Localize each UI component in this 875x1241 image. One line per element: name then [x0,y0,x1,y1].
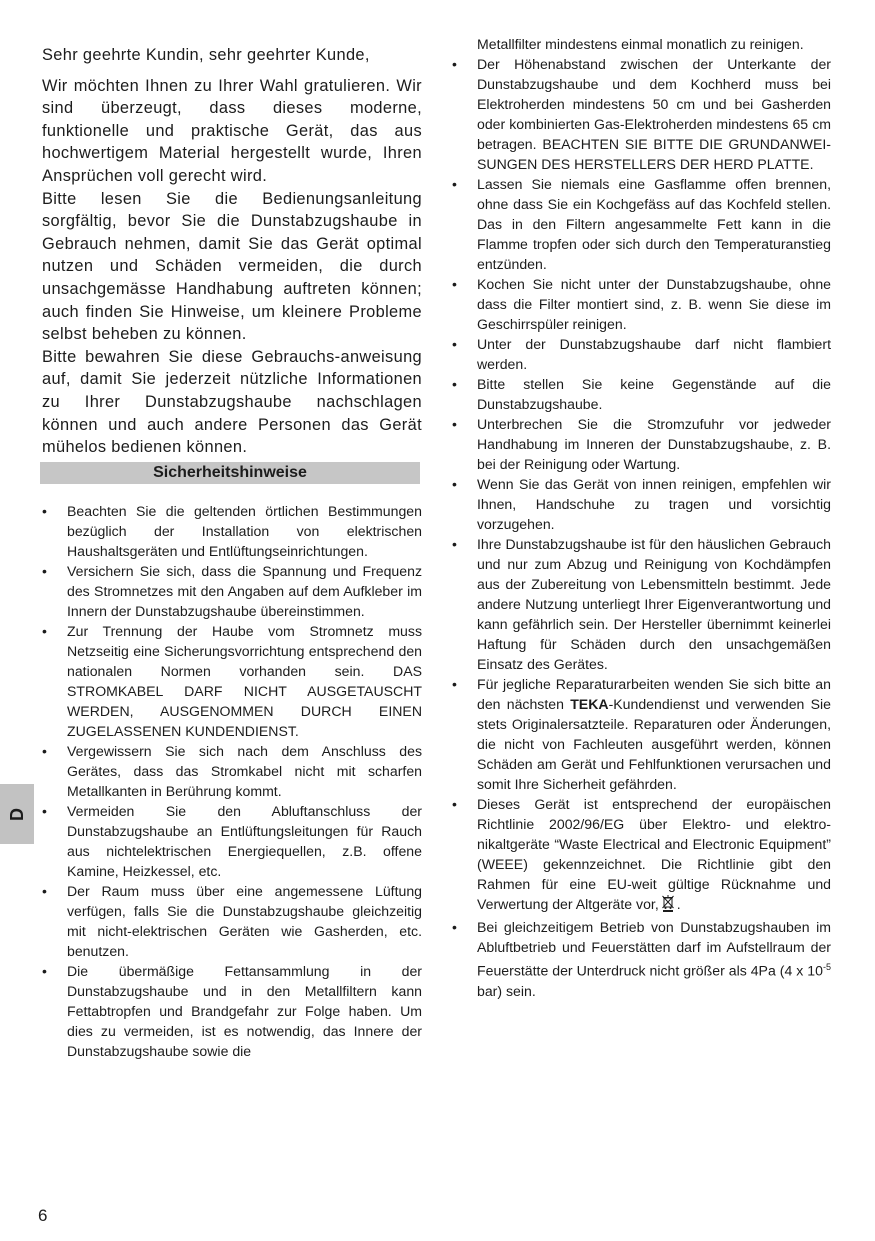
safety-item: • Unter der Dunstabzugshaube darf nicht flambiert werden. [452,334,831,374]
right-column [452,34,831,1001]
exponent: -5 [822,962,831,972]
safety-item: • Der Raum muss über eine angemessene Lüftung verfügen, falls Sie die Dunstabzugshaube gleichzeitig mit nicht-elektrischen Geräten wie Gasherden, etc. benutzen. [42,881,422,961]
safety-item: • Zur Trennung der Haube vom Stromnetz muss Netzseitig eine Sicherungsvorrichtung entsprechend den nationalen Normen vorhanden sein. DAS STROMKABEL DARF NICHT AUSGETAUSCHT WERDEN, AUSGENOMMEN DURCH EINEN ZUGELASSENEN KUNDENDIENST. [42,621,422,741]
safety-item: • Unterbrechen Sie die Stromzufuhr vor jedweder Handhabung im Inneren der Dunstabzugshaube, z. B. bei der Reinigung oder Wartung. [452,414,831,474]
pressure-text: Bei gleichzeitigem Betrieb von Dunstabzugshauben im Abluftbetrieb und Feuerstätten darf im Aufstellraum der Feuerstätte der Unterdruck nicht größer als 4Pa (4 x 10 [477,919,831,979]
intro-paragraph: Bitte bewahren Sie diese Gebrauchs-anweisung auf, damit Sie jederzeit nützliche Informationen zu Ihrer Dunstabzugshaube nachschlagen können und auch andere Personen das Gerät mühelos bedienen können. [42,347,422,457]
safety-item: • Ihre Dunstabzugshaube ist für den häuslichen Gebrauch und nur zum Abzug und Reinigung von Kochdämpfen aus der Zubereitung von Lebensmitteln bestimmt. Jede andere Nutzung unterliegt Ihrer Eigenverantwortung und kann gefährlich sein. Der Hersteller übernimmt keinerlei Haftung für Schäden durch den unsachgemäßen Einsatz des Gerätes. [452,534,831,674]
safety-item: • Beachten Sie die geltenden örtlichen Bestimmungen bezüglich der Installation von elektrischen Haushaltsgeräten und Entlüftungseinrichtungen. [42,501,422,561]
safety-list-left [42,501,422,1061]
language-tab [0,784,34,844]
safety-item-pressure [452,917,831,1001]
intro [42,44,422,459]
greeting: Sehr geehrte Kundin, sehr geehrter Kunde, [42,46,370,64]
page-number: 6 [38,1206,48,1225]
pressure-text: bar) sein. [477,982,536,999]
safety-item-continuation: Metallfilter mindestens einmal monatlich zu reinigen. [477,36,804,52]
safety-item: • Vermeiden Sie den Abluftanschluss der Dunstabzugshaube an Entlüftungsleitungen für Rauch aus nichtelektrischen Energiequellen, z.B. offene Kamine, Heizkessel, etc. [42,801,422,881]
language-tab-label: D [6,807,27,821]
left-column [42,44,422,1061]
safety-item: • Der Höhenabstand zwischen der Unterkante der Dunstabzugshaube und dem Kochherd muss bei Elektroherden mindestens 50 cm und bei Gasherden oder kombinierten Gas-Elektroherden mindestens 65 cm betragen. BEACHTEN SIE BITTE DIE GRUNDANWEI-SUNGEN DES HERSTELLERS DER HERD PLATTE. [452,54,831,174]
weee-text-end: . [676,896,681,912]
safety-item: • Kochen Sie nicht unter der Dunstabzugshaube, ohne dass die Filter montiert sind, z. B. wenn Sie diese im Geschirrspüler reinigen. [452,274,831,334]
safety-item: • Die übermäßige Fettansammlung in der Dunstabzugshaube und in den Metallfiltern kann Fettabtropfen und Brandgefahr zur Folge haben. Um dies zu vermeiden, ist es notwendig, das Innere der Dunstabzugshaube sowie die [42,961,422,1061]
safety-item: • Bitte stellen Sie keine Gegenstände auf die Dunstabzugshaube. [452,374,831,414]
brand-name: TEKA [570,696,609,712]
intro-paragraph: Bitte lesen Sie die Bedienungsanleitung sorgfältig, bevor Sie die Dunstabzugshaube in Gebrauch nehmen, damit Sie das Gerät optimal nutzen und Schäden vermeiden, die durch unsachgemässe Handhabung auftreten können; auch finden Sie Hinweise, um kleinere Probleme selbst beheben zu können. [42,189,422,344]
crossed-out-wheelie-bin-icon [661,894,675,917]
repair-text: Für jegliche Reparaturarbeiten wenden Sie sich bitte an den nächsten [477,676,831,712]
safety-item: • Lassen Sie niemals eine Gasflamme offen brennen, ohne dass Sie ein Kochgefäss auf das Kochfeld stellen. Das in den Filtern angesammelte Fett kann in die Flamme tropfen oder sich durch den Temperaturanstieg entzünden. [452,174,831,274]
safety-list-right [452,54,831,1001]
safety-item: • Versichern Sie sich, dass die Spannung und Frequenz des Stromnetzes mit den Angaben auf dem Aufkleber im Innern der Dunstabzugshaube übereinstimmen. [42,561,422,621]
safety-item: • Vergewissern Sie sich nach dem Anschluss des Gerätes, dass das Stromkabel nicht mit scharfen Metallkanten in Berührung kommt. [42,741,422,801]
section-heading: Sicherheitshinweise [40,462,420,484]
repair-text: -Kundendienst und verwenden Sie stets Originalersatzteile. Reparaturen oder Änderungen, die nicht von Fachleuten ausgeführt werden, können Schäden am Gerät und Fehlfunktionen verursachen und somit Ihre Sicherheit gefährden. [477,696,831,792]
safety-item: • Wenn Sie das Gerät von innen reinigen, empfehlen wir Ihnen, Handschuhe zu tragen und vorsichtig vorzugehen. [452,474,831,534]
weee-text: Dieses Gerät ist entsprechend der europäischen Richtlinie 2002/96/EG über Elektro- und elektro-nikaltgeräte “Waste Electrical and Electronic Equipment” (WEEE) gekennzeichnet. Die Richtlinie gibt den Rahmen für eine EU-weit gültige Rücknahme und Verwertung der Altgeräte vor, [477,796,831,912]
safety-item-repair [452,674,831,794]
intro-paragraph: Wir möchten Ihnen zu Ihrer Wahl gratulieren. Wir sind überzeugt, dass dieses moderne, funktionelle und praktische Gerät, das aus hochwertigem Material hergestellt wurde, Ihren Ansprüchen voll gerecht wird. [42,76,422,185]
crossed-out-wheelie-bin-icon-svg [661,894,675,912]
safety-item-weee [452,794,831,917]
